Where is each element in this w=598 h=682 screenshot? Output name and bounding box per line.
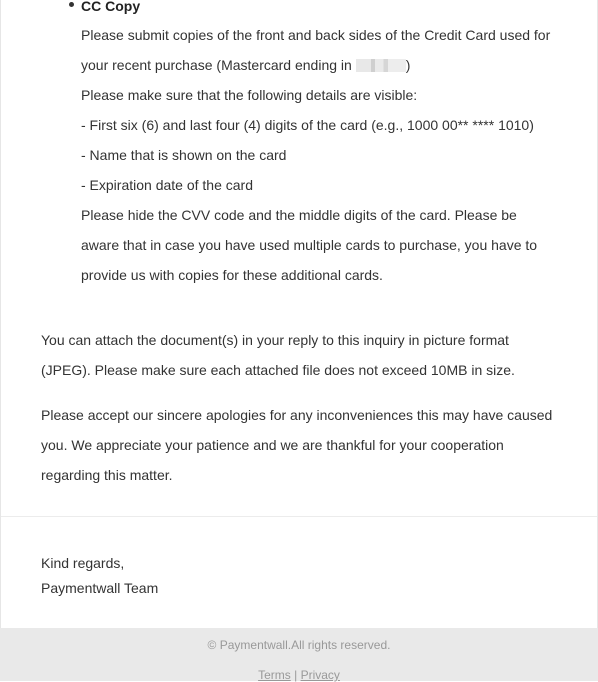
cc-copy-line-2-prefix: your recent purchase (Mastercard ending in: [81, 57, 356, 73]
attachment-line-2: (JPEG). Please make sure each attached file does not exceed 10MB in size.: [41, 362, 515, 378]
signoff-team: Paymentwall Team: [41, 580, 159, 596]
hide-cvv-line-3: provide us with copies for these additional cards.: [81, 267, 383, 283]
cc-copy-line-2-suffix: ): [405, 57, 411, 73]
apology-line-3: regarding this matter.: [41, 467, 173, 483]
apology-line-1: Please accept our sincere apologies for any inconveniences this may have caused: [41, 407, 553, 423]
requirements-list: [41, 0, 569, 290]
privacy-link[interactable]: Privacy: [300, 668, 340, 682]
apology-line-2: you. We appreciate your patience and we are thankful for your cooperation: [41, 437, 504, 453]
cc-copy-line-2: [81, 50, 569, 80]
cc-copy-instructions: [81, 20, 569, 290]
cc-copy-title: CC Copy: [81, 0, 141, 14]
detail-digits: - First six (6) and last four (4) digits of the card (e.g., 1000 00** **** 1010): [81, 117, 534, 133]
visible-details-intro: Please make sure that the following details are visible:: [81, 87, 418, 103]
section-divider: [1, 516, 597, 517]
redacted-card-digits: [356, 59, 406, 72]
attachment-line-1: You can attach the document(s) in your reply to this inquiry in picture format: [41, 332, 509, 348]
hide-cvv-line-1: Please hide the CVV code and the middle digits of the card. Please be: [81, 207, 517, 223]
signoff-regards: Kind regards,: [41, 555, 125, 571]
apology-paragraph: [41, 400, 569, 490]
cc-copy-line-1: Please submit copies of the front and back sides of the Credit Card used for: [81, 27, 551, 43]
hide-cvv-line-2: aware that in case you have used multiple cards to purchase, you have to: [81, 237, 538, 253]
list-item-cc-copy: [41, 0, 569, 290]
email-footer: [0, 628, 598, 681]
terms-link[interactable]: Terms: [258, 668, 291, 682]
copyright-text: © Paymentwall.All rights reserved.: [207, 638, 391, 652]
link-separator: |: [294, 668, 298, 682]
attachment-paragraph: [41, 325, 569, 385]
footer-links: [0, 668, 598, 682]
email-content: [41, 0, 569, 490]
detail-expiration: - Expiration date of the card: [81, 177, 253, 193]
bullet-icon: [69, 2, 74, 7]
detail-name: - Name that is shown on the card: [81, 147, 287, 163]
signoff: [41, 551, 158, 601]
